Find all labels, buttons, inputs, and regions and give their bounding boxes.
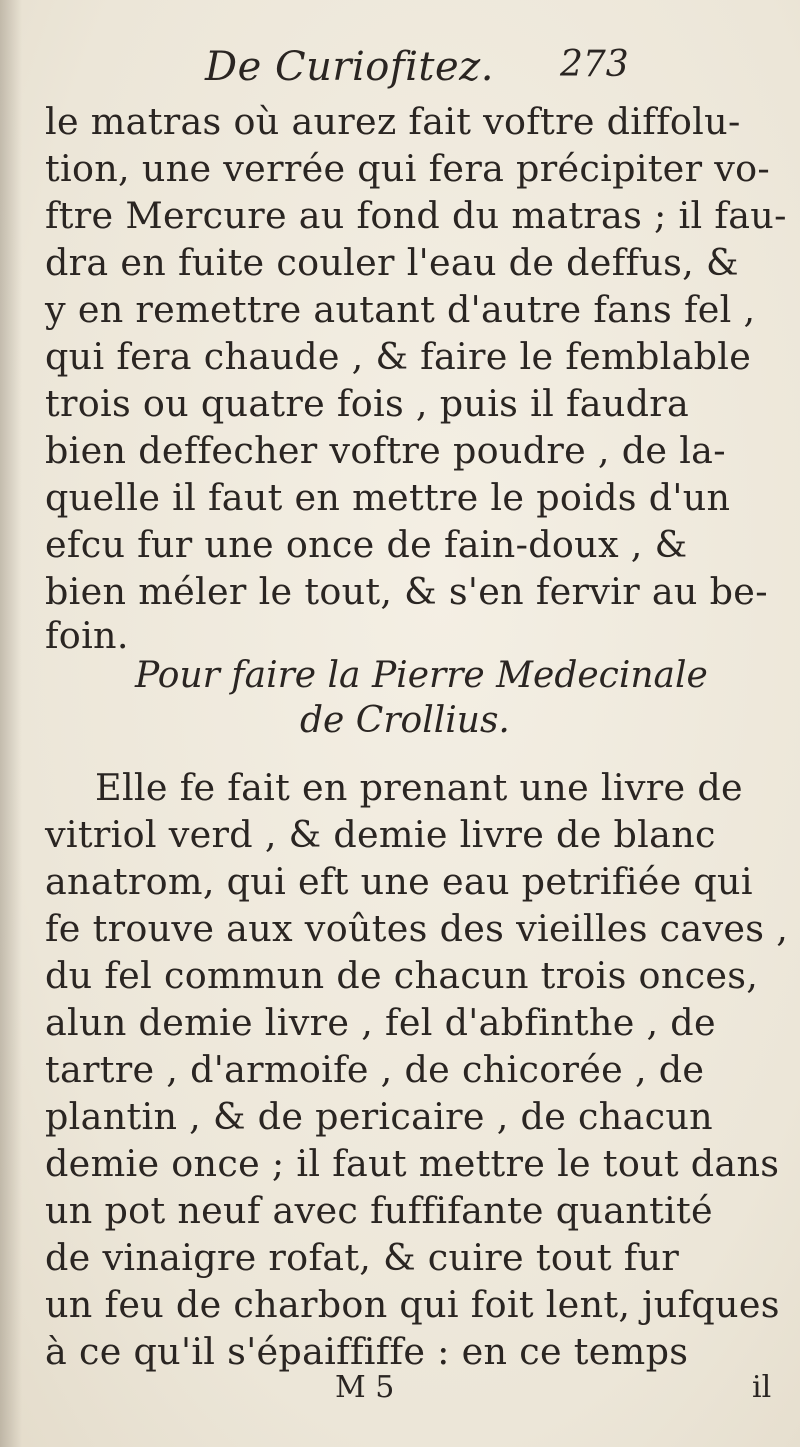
- running-title: De Curiofitez.: [205, 44, 494, 90]
- text-line: trois ou quatre fois , puis il faudra: [45, 382, 690, 425]
- text-line: fe trouve aux voûtes des vieilles caves ,: [45, 907, 789, 950]
- text-line: qui fera chaude , & faire le femblable: [45, 335, 752, 378]
- text-line: tartre , d'armoife , de chicorée , de: [45, 1048, 705, 1091]
- text-line: y en remettre autant d'autre fans fel ,: [45, 288, 756, 331]
- text-line: tion, une verrée qui fera précipiter vo-: [45, 147, 771, 190]
- page-gutter-shadow: [0, 0, 22, 1447]
- text-line: de vinaigre rofat, & cuire tout fur: [45, 1236, 680, 1279]
- text-line: bien méler le tout, & s'en fervir au be-: [45, 570, 768, 613]
- text-line: Elle fe fait en prenant une livre de: [95, 766, 743, 809]
- catchword: il: [752, 1370, 772, 1405]
- text-line: ftre Mercure au fond du matras ; il fau-: [45, 194, 787, 237]
- text-line: efcu fur une once de fain-doux , &: [45, 523, 688, 566]
- text-line: un pot neuf avec fuffifante quantité: [45, 1189, 713, 1232]
- text-line: à ce qu'il s'épaiffiffe : en ce temps: [45, 1330, 689, 1373]
- page-number: 273: [560, 44, 629, 85]
- text-line: demie once ; il faut mettre le tout dans: [45, 1142, 780, 1185]
- section-heading-continued: de Crollius.: [300, 700, 510, 741]
- text-line: bien deffecher voftre poudre , de la-: [45, 429, 726, 472]
- text-line: alun demie livre , fel d'abfinthe , de: [45, 1001, 716, 1044]
- text-line: quelle il faut en mettre le poids d'un: [45, 476, 731, 519]
- text-line: dra en fuite couler l'eau de deffus, &: [45, 241, 739, 284]
- text-line: foin.: [45, 614, 129, 657]
- section-heading: Pour faire la Pierre Medecinale: [135, 655, 708, 696]
- signature-mark: M 5: [335, 1370, 395, 1405]
- text-line: anatrom, qui eft une eau petrifiée qui: [45, 860, 753, 903]
- page-header: [0, 40, 800, 100]
- text-line: un feu de charbon qui foit lent, jufques: [45, 1283, 780, 1326]
- text-line: du fel commun de chacun trois onces,: [45, 954, 759, 997]
- text-line: le matras où aurez fait voftre diffolu-: [45, 100, 741, 143]
- text-line: vitriol verd , & demie livre de blanc: [45, 813, 716, 856]
- text-line: plantin , & de pericaire , de chacun: [45, 1095, 713, 1138]
